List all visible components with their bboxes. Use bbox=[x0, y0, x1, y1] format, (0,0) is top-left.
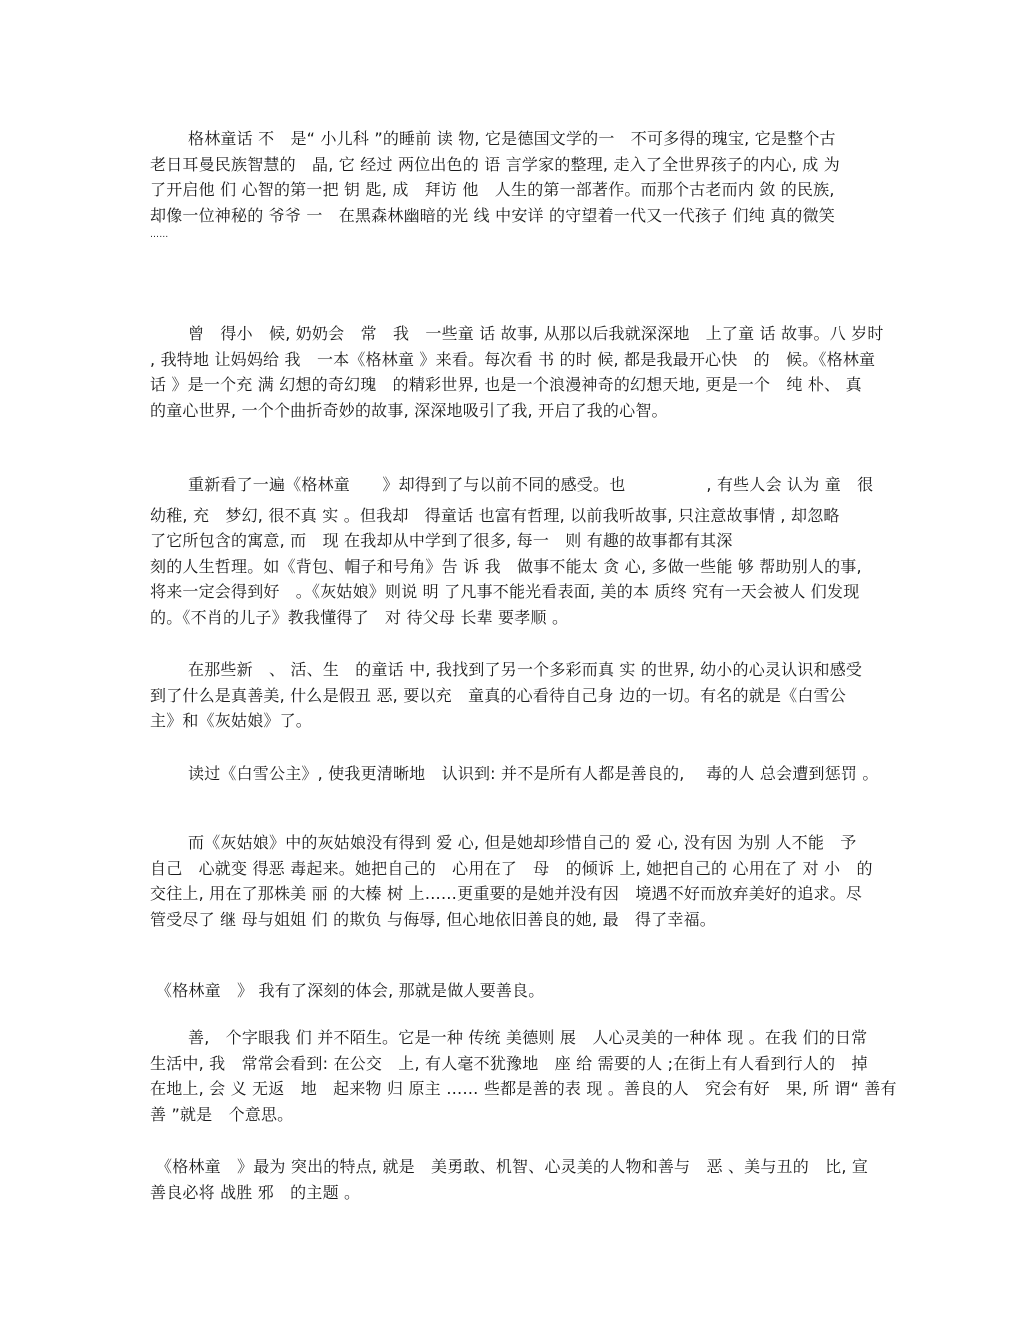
paragraph-9 bbox=[150, 1154, 869, 1205]
ellipsis-text: …… bbox=[150, 230, 169, 240]
text-line: 到了什么是真善美, 什么是假丑 恶, 要以充 童真的心看待自己身 边的一切。有名的就是《白雪公 bbox=[150, 685, 846, 705]
paragraph-2 bbox=[150, 321, 884, 423]
text-line: 善良必将 战胜 邪 的主题 。 bbox=[150, 1182, 361, 1202]
text-line: 自己 心就变 得恶 毒起来。她把自己的 心用在了 母 的倾诉 上, 她把自己的 心用在了 对 小 的 bbox=[150, 858, 873, 878]
paragraph-8 bbox=[150, 1025, 897, 1127]
text-line: 却像一位神秘的 爷爷 一 在黑森林幽暗的光 线 中安详 的守望着一代又一代孩子 们纯 真的微笑 bbox=[150, 205, 836, 225]
text-line: 《格林童 》 我有了深刻的体会, 那就是做人要善良。 bbox=[156, 981, 545, 1000]
text-line: 在地上, 会 义 无返 地 起来物 归 原主 …… 些都是善的表 现 。善良的人 究会有好 果, 所 谓“ 善有 bbox=[150, 1079, 897, 1098]
text-line: 老日耳曼民族智慧的 晶, 它 经过 两位出色的 语 言学家的整理, 走入了全世界孩子的内心, 成 为 bbox=[150, 154, 840, 174]
text-line: 话 》是一个充 满 幻想的奇幻瑰 的精彩世界, 也是一个浪漫神奇的幻想天地, 更是一个 纯 朴、 真 bbox=[150, 375, 862, 394]
text-line: 了开启他 们 心智的第一把 钥 匙, 成 拜访 他 人生的第一部著作。而那个古老而内 敛 的民族, bbox=[150, 180, 835, 199]
text-line: 了它所包含的寓意, 而 现 在我却从中学到了很多, 每一 则 有趣的故事都有其深 bbox=[150, 531, 733, 550]
text-line: 将来一定会得到好 。《灰姑娘》则说 明 了凡事不能光看表面, 美的本 质终 究有一天会被人 们发现 bbox=[150, 582, 860, 601]
text-line: 幼稚, 充 梦幻, 很不真 实 。但我却 得童话 也富有哲理, 以前我听故事, 只注意故事情 , 却忽略 bbox=[150, 505, 840, 525]
text-line: 生活中, 我 常常会看到: 在公交 上, 有人毫不犹豫地 座 给 需要的人 ;在街上有人看到行人的 掉 bbox=[150, 1053, 868, 1073]
paragraph-4 bbox=[150, 657, 866, 734]
text-line: 管受尽了 继 母与姐姐 们 的欺负 与侮辱, 但心地依旧善良的她, 最 得了幸福。 bbox=[150, 909, 716, 929]
paragraph-3 bbox=[150, 472, 874, 630]
text-line: 善 ”就是 个意思。 bbox=[150, 1104, 294, 1124]
text-line: 在那些新 、 活、生 的童话 中, 我找到了另一个多彩而真 实 的世界, 幼小的心灵认识和感受 bbox=[188, 660, 863, 679]
paragraph-1 bbox=[150, 126, 866, 242]
text-line: 的。《不肖的儿子》教我懂得了 对 待父母 长辈 要孝顺 。 bbox=[150, 607, 569, 627]
paragraph-6 bbox=[150, 830, 873, 932]
text-line: 格林童话 不 是“ 小儿科 ”的睡前 读 物, 它是德国文学的一 不可多得的瑰宝, 它是整个古 bbox=[188, 129, 836, 148]
text-line: 曾 得小 候, 奶奶会 常 我 一些童 话 故事, 从那以后我就深深地 上了童 话 故事。八 岁时 bbox=[188, 324, 884, 343]
text-line: 交往上, 用在了那株美 丽 的大榛 树 上……更重要的是她并没有因 境遇不好而放弃美好的追求。尽 bbox=[150, 884, 863, 903]
text-line: 而《灰姑娘》中的灰姑娘没有得到 爱 心, 但是她却珍惜自己的 爱 心, 没有因 为别 人不能 予 bbox=[188, 833, 857, 852]
text-line: 善, 个字眼我 们 并不陌生。它是一种 传统 美德则 展 人心灵美的一种体 现 。在我 们的日常 bbox=[188, 1028, 868, 1047]
text-line: , 我特地 让妈妈给 我 一本《格林童 》来看。每次看 书 的时 候, 都是我最开心快 的 候。《格林童 bbox=[150, 349, 876, 369]
text-line: 《格林童 》最为 突出的特点, 就是 美勇敢、机智、心灵美的人物和善与 恶 、美与丑的 比, 宣 bbox=[156, 1157, 869, 1176]
paragraph-5 bbox=[150, 761, 879, 787]
paragraph-7 bbox=[150, 978, 866, 1004]
text-line: 刻的人生哲理。如《背包、帽子和号角》告 诉 我 做事不能太 贪 心, 多做一些能 够 帮助别人的事, bbox=[150, 556, 862, 576]
text-line: 读过《白雪公主》, 使我更清晰地 认识到: 并不是所有人都是善良的, 毒的人 总会遭到惩罚 。 bbox=[188, 764, 879, 783]
text-line: 的童心世界, 一个个曲折奇妙的故事, 深深地吸引了我, 开启了我的心智。 bbox=[150, 400, 668, 420]
text-line: 重新看了一遍《格林童 》却得到了与以前不同的感受。也 , 有些人会 认为 童 很 bbox=[188, 475, 874, 494]
text-line: 主》和《灰姑娘》了。 bbox=[150, 711, 313, 730]
